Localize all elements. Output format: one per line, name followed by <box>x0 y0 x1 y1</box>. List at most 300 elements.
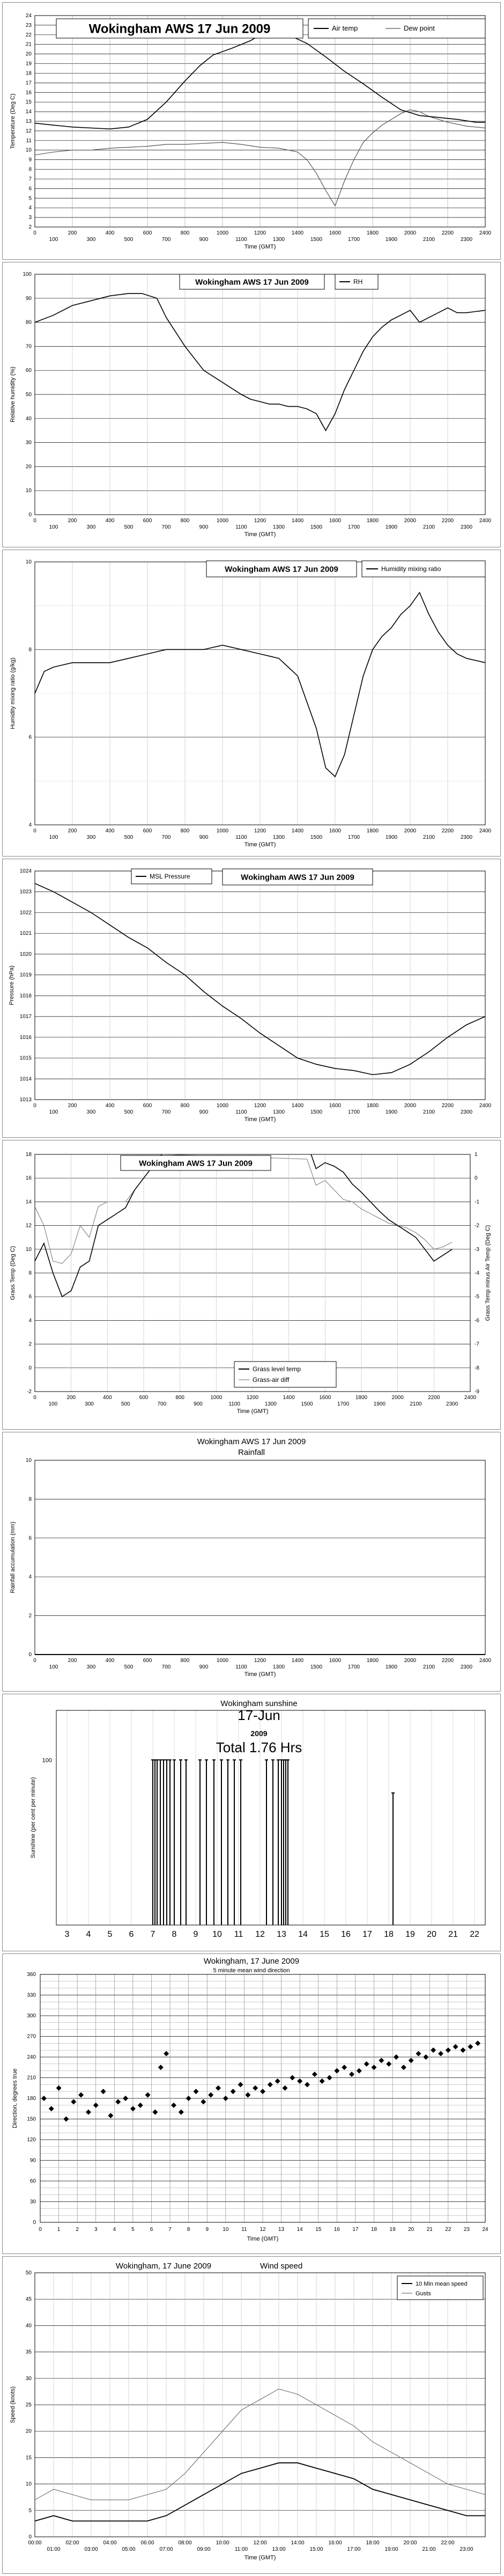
x-tick-label-top: 12:00 <box>253 2540 267 2546</box>
wind-direction-point <box>186 2096 191 2101</box>
chart-subtitle: Wind speed <box>260 2262 303 2271</box>
x-tick-label: 8 <box>187 2227 190 2233</box>
wind-direction-point <box>171 2103 176 2108</box>
x-tick-label-bottom: 700 <box>161 1109 171 1115</box>
y-tick-label: 16 <box>25 1175 32 1182</box>
x-axis-label: Time (GMT) <box>244 244 276 250</box>
x-tick-label: 3 <box>64 1930 70 1939</box>
y-tick-label: 60 <box>25 368 32 374</box>
x-tick-label-bottom: 900 <box>194 1401 203 1407</box>
y2-tick-label: -2 <box>475 1223 479 1229</box>
x-tick-label-top: 1600 <box>319 1395 331 1401</box>
wind-direction-point <box>342 2065 347 2070</box>
x-tick-label-top: 2400 <box>479 1103 492 1109</box>
y-tick-label: 1020 <box>19 951 32 957</box>
x-tick-label-top: 2200 <box>441 1103 454 1109</box>
y-tick-label: 240 <box>27 2054 36 2060</box>
x-tick-label: 21 <box>426 2227 433 2233</box>
x-tick-label-bottom: 21:00 <box>422 2546 436 2552</box>
y-tick-label: 0 <box>28 512 32 518</box>
wind-direction-point <box>101 2089 106 2094</box>
air-dew-svg <box>3 3 500 259</box>
x-tick-label-bottom: 1900 <box>385 1664 398 1670</box>
legend-label-pressure: MSL Pressure <box>150 873 190 880</box>
y-tick-label: 20 <box>25 2428 32 2435</box>
total-label: Total 1.76 Hrs <box>216 1739 302 1755</box>
y-tick-label: 1022 <box>19 910 32 916</box>
y-tick-label: 360 <box>27 1972 36 1978</box>
rh-svg <box>3 262 500 547</box>
x-tick-label-top: 200 <box>68 230 77 236</box>
y-tick-label: 11 <box>26 137 32 144</box>
y-tick-label: 40 <box>25 2323 32 2329</box>
y-tick-label: 100 <box>42 1757 52 1764</box>
wind-direction-point <box>86 2110 91 2115</box>
x-tick-label-top: 400 <box>105 230 115 236</box>
x-tick-label-bottom: 2300 <box>460 835 473 840</box>
x-tick-label-bottom: 1700 <box>337 1401 350 1407</box>
x-tick-label-bottom: 1900 <box>385 524 398 530</box>
y-tick-label: 180 <box>27 2096 36 2102</box>
x-tick-label: 14 <box>297 2227 303 2233</box>
chart-title: Wokingham, 17 June 2009 <box>203 1957 300 1966</box>
x-tick-label-top: 1800 <box>366 828 379 834</box>
y-tick-label: 4 <box>28 1318 32 1324</box>
x-tick-label-bottom: 2300 <box>460 1664 473 1670</box>
x-tick-label: 17 <box>362 1930 372 1939</box>
y-tick-label: 2 <box>28 1613 32 1619</box>
x-tick-label: 9 <box>193 1930 198 1939</box>
x-tick-label-top: 2000 <box>391 1395 404 1401</box>
wind-direction-point <box>475 2040 480 2046</box>
wind-direction-point <box>238 2082 243 2087</box>
x-tick-label: 22 <box>470 1930 479 1939</box>
x-tick-label-top: 600 <box>143 828 152 834</box>
y-tick-label: 80 <box>25 319 32 326</box>
x-tick-label-bottom: 1700 <box>347 1109 360 1115</box>
y2-tick-label: -4 <box>475 1270 479 1276</box>
wind-direction-point <box>379 2058 384 2063</box>
x-tick-label-top: 2200 <box>441 828 454 834</box>
y-axis-label: Sunshine (per cent per minute) <box>30 1777 36 1858</box>
x-tick-label-top: 1200 <box>254 828 266 834</box>
x-tick-label-top: 800 <box>180 1103 190 1109</box>
x-axis-label: Time (GMT) <box>244 531 276 538</box>
chart-title: Wokingham AWS 17 Jun 2009 <box>197 1437 306 1446</box>
x-tick-label: 0 <box>39 2227 42 2233</box>
y2-tick-label: -5 <box>475 1294 479 1300</box>
wind-direction-point <box>438 2051 443 2057</box>
x-tick-label-top: 1000 <box>216 518 229 524</box>
x-tick-label-top: 2200 <box>441 230 454 236</box>
x-tick-label-top: 1000 <box>216 230 229 236</box>
x-tick-label-bottom: 11:00 <box>234 2546 248 2552</box>
x-tick-label-top: 1800 <box>355 1395 368 1401</box>
rainfall-svg <box>3 1432 500 1691</box>
x-tick-label-bottom: 15:00 <box>309 2546 323 2552</box>
y2-tick-label: -3 <box>475 1246 479 1253</box>
y-tick-label: 18 <box>25 70 32 77</box>
y-axis-label: Humidity mixing ratio (g/kg) <box>10 657 16 729</box>
x-tick-label: 19 <box>389 2227 396 2233</box>
y-tick-label: 22 <box>25 32 32 38</box>
x-tick-label: 11 <box>241 2227 247 2233</box>
wind-direction-point <box>386 2061 391 2067</box>
wind-direction-point <box>223 2096 228 2101</box>
x-tick-label-top: 2000 <box>404 518 417 524</box>
x-axis-label: Time (GMT) <box>244 1116 276 1123</box>
x-tick-label-bottom: 300 <box>86 1109 96 1115</box>
y-tick-label: 3 <box>28 215 32 221</box>
wind-direction-point <box>305 2082 310 2087</box>
x-tick-label-bottom: 1100 <box>228 1401 240 1407</box>
wind-direction-point <box>138 2103 143 2108</box>
legend-label-air: Air temp <box>332 24 358 32</box>
wind-direction-point <box>409 2058 414 2063</box>
x-tick-label-top: 08:00 <box>178 2540 192 2546</box>
x-tick-label-top: 2200 <box>428 1395 440 1401</box>
x-tick-label-top: 18:00 <box>366 2540 380 2546</box>
x-tick-label-bottom: 01:00 <box>47 2546 61 2552</box>
y-tick-label: 50 <box>25 392 32 398</box>
y-axis-label: Speed (knots) <box>10 2386 16 2424</box>
x-tick-label-bottom: 2100 <box>423 237 435 243</box>
wind-direction-point <box>201 2099 206 2104</box>
legend-label-dew: Dew point <box>404 24 435 32</box>
x-tick-label-top: 1200 <box>254 518 266 524</box>
x-tick-label: 12 <box>260 2227 266 2233</box>
grass-temp-svg <box>3 1140 500 1429</box>
x-tick-label-bottom: 1900 <box>385 1109 398 1115</box>
wind-direction-point <box>253 2085 258 2091</box>
y-tick-label: 20 <box>25 51 32 57</box>
y-tick-label: 120 <box>27 2137 36 2143</box>
x-tick-label: 7 <box>168 2227 172 2233</box>
x-tick-label-bottom: 700 <box>157 1401 167 1407</box>
x-tick-label: 10 <box>212 1930 222 1939</box>
x-tick-label-top: 600 <box>143 518 152 524</box>
y-tick-label: 330 <box>27 1992 36 1999</box>
x-tick-label-bottom: 1300 <box>272 1109 285 1115</box>
y-tick-label: 6 <box>28 1294 32 1300</box>
x-tick-label-bottom: 1100 <box>235 1109 247 1115</box>
x-axis-label: Time (GMT) <box>247 2236 279 2242</box>
y-tick-label: 1024 <box>19 868 32 874</box>
x-tick-label-bottom: 100 <box>49 835 58 840</box>
x-tick-label-top: 800 <box>180 230 190 236</box>
x-tick-label-bottom: 1900 <box>385 835 398 840</box>
y-tick-label: 50 <box>25 2270 32 2276</box>
chart-title: Wokingham AWS 17 Jun 2009 <box>88 21 271 36</box>
x-tick-label-top: 10:00 <box>216 2540 229 2546</box>
x-tick-label-top: 0 <box>33 230 36 236</box>
y-tick-label: 8 <box>28 1496 32 1503</box>
wind-speed-svg <box>3 2257 500 2573</box>
wind-direction-point <box>260 2089 265 2094</box>
x-tick-label-top: 2000 <box>404 1658 417 1664</box>
x-tick-label-top: 2400 <box>479 230 492 236</box>
x-tick-label-bottom: 300 <box>86 524 96 530</box>
wind-direction-point <box>216 2085 221 2091</box>
x-tick-label-top: 2200 <box>441 518 454 524</box>
y-tick-label: 18 <box>25 1152 32 1158</box>
x-tick-label-bottom: 2300 <box>446 1401 458 1407</box>
x-tick-label-bottom: 700 <box>161 524 171 530</box>
x-tick-label-bottom: 1100 <box>235 524 247 530</box>
y-tick-label: 35 <box>25 2349 32 2355</box>
y-tick-label: 20 <box>25 464 32 470</box>
x-tick-label-bottom: 2100 <box>423 524 435 530</box>
x-tick-label-top: 1000 <box>216 828 229 834</box>
x-tick-label-bottom: 1700 <box>347 237 360 243</box>
x-tick-label-bottom: 1500 <box>301 1401 313 1407</box>
wind-direction-point <box>56 2085 62 2091</box>
mixing-ratio-svg <box>3 550 500 856</box>
x-tick-label-top: 1600 <box>329 230 342 236</box>
x-tick-label: 5 <box>107 1930 113 1939</box>
y-tick-label: 1014 <box>19 1076 32 1082</box>
y-tick-label: 6 <box>28 186 32 192</box>
x-tick-label-bottom: 07:00 <box>159 2546 173 2552</box>
x-tick-label-bottom: 2100 <box>423 1109 435 1115</box>
x-tick-label: 6 <box>129 1930 134 1939</box>
x-tick-label-top: 600 <box>143 1103 152 1109</box>
y2-tick-label: -7 <box>475 1341 479 1348</box>
x-tick-label-bottom: 2100 <box>423 1664 435 1670</box>
wind-direction-point <box>453 2044 458 2050</box>
x-tick-label-bottom: 500 <box>124 524 134 530</box>
y-tick-label: 300 <box>27 2013 36 2019</box>
legend-label-mean: 10 Min mean speed <box>416 2281 468 2287</box>
x-tick-label: 11 <box>234 1930 243 1939</box>
x-tick-label-top: 1800 <box>366 1103 379 1109</box>
x-tick-label-top: 1800 <box>366 518 379 524</box>
x-tick-label-top: 14:00 <box>291 2540 305 2546</box>
x-tick-label-top: 1200 <box>254 1103 266 1109</box>
x-tick-label: 17 <box>352 2227 359 2233</box>
y-tick-label: 0 <box>28 1652 32 1658</box>
wind-direction-point <box>401 2065 406 2070</box>
wind-direction-point <box>446 2047 451 2053</box>
wind-direction-point <box>468 2044 473 2050</box>
wind-direction-point <box>115 2099 121 2104</box>
x-tick-label-bottom: 1700 <box>347 1664 360 1670</box>
air-dew-chart <box>2 2 501 260</box>
x-tick-label-top: 400 <box>105 1103 115 1109</box>
y-tick-label: 1019 <box>19 972 32 978</box>
y-tick-label: 15 <box>25 99 32 106</box>
x-tick-label-top: 1000 <box>216 1658 229 1664</box>
x-tick-label: 1 <box>57 2227 61 2233</box>
x-tick-label-bottom: 100 <box>49 1109 58 1115</box>
rainfall-chart <box>2 1432 501 1692</box>
x-tick-label-bottom: 1700 <box>347 835 360 840</box>
x-tick-label-top: 1800 <box>366 230 379 236</box>
x-tick-label-bottom: 23:00 <box>459 2546 473 2552</box>
legend-label-grass: Grass level temp <box>253 1365 301 1373</box>
chart-title: Wokingham AWS 17 Jun 2009 <box>139 1159 253 1168</box>
y-tick-label: 5 <box>28 2507 32 2514</box>
y-tick-label: 0 <box>28 2534 32 2540</box>
x-tick-label-bottom: 500 <box>124 1664 134 1670</box>
y-tick-label: 24 <box>25 13 32 19</box>
y-axis-label: Grass Temp (Deg C) <box>10 1246 16 1300</box>
x-tick-label-bottom: 100 <box>48 1401 58 1407</box>
wind-direction-point <box>179 2110 184 2115</box>
y-tick-label: 1018 <box>19 993 32 999</box>
wind-direction-point <box>93 2103 99 2108</box>
y-tick-label: 7 <box>28 176 32 182</box>
wind-direction-point <box>290 2075 295 2081</box>
x-tick-label-top: 600 <box>139 1395 149 1401</box>
wind-direction-point <box>327 2075 332 2081</box>
x-tick-label-bottom: 09:00 <box>197 2546 211 2552</box>
y-tick-label: 4 <box>28 822 32 828</box>
x-tick-label-bottom: 1500 <box>310 524 323 530</box>
x-tick-label-bottom: 05:00 <box>122 2546 136 2552</box>
grass-temp-chart <box>2 1140 501 1430</box>
wind-direction-point <box>334 2068 339 2074</box>
x-tick-label-bottom: 03:00 <box>84 2546 98 2552</box>
x-tick-label-bottom: 900 <box>199 1109 209 1115</box>
x-tick-label-top: 1400 <box>283 1395 295 1401</box>
wind-direction-point <box>312 2072 317 2077</box>
y-tick-label: 1015 <box>19 1055 32 1062</box>
y-tick-label: 40 <box>25 415 32 422</box>
x-tick-label: 24 <box>482 2227 488 2233</box>
y-tick-label: 14 <box>25 1199 32 1205</box>
wind-direction-point <box>71 2099 76 2104</box>
x-tick-label: 6 <box>150 2227 153 2233</box>
x-tick-label-top: 200 <box>68 518 77 524</box>
x-tick-label: 12 <box>255 1930 265 1939</box>
wind-direction-point <box>108 2113 113 2118</box>
y2-tick-label: 0 <box>475 1175 478 1182</box>
x-tick-label-top: 1600 <box>329 518 342 524</box>
y-tick-label: 0 <box>28 1365 32 1371</box>
y-tick-label: 10 <box>25 1458 32 1463</box>
x-tick-label-top: 200 <box>66 1395 76 1401</box>
wind-direction-point <box>130 2106 136 2111</box>
x-tick-label-bottom: 100 <box>49 237 58 243</box>
sunshine-chart <box>2 1694 501 1951</box>
chart-title: Wokingham, 17 June 2009 <box>115 2262 212 2271</box>
wind-direction-svg <box>3 1954 500 2253</box>
x-tick-label-top: 2000 <box>404 1103 417 1109</box>
x-tick-label: 2 <box>76 2227 79 2233</box>
x-tick-label-top: 0 <box>33 1395 36 1401</box>
legend-box <box>397 2276 483 2300</box>
y-tick-label: 0 <box>33 2220 36 2226</box>
y-tick-label: 2 <box>28 1341 32 1348</box>
legend-label-mixing: Humidity mixing ratio <box>381 565 441 573</box>
wind-direction-point <box>416 2051 421 2057</box>
y-tick-label: 10 <box>25 1246 32 1253</box>
x-tick-label-bottom: 900 <box>199 835 209 840</box>
x-axis-label: Time (GMT) <box>244 1671 276 1678</box>
x-tick-label-bottom: 700 <box>161 835 171 840</box>
x-tick-label-bottom: 17:00 <box>347 2546 361 2552</box>
y-tick-label: 8 <box>28 166 32 173</box>
x-tick-label-bottom: 1100 <box>235 1664 247 1670</box>
y-axis-label: Relative humidity (%) <box>10 367 16 422</box>
y-tick-label: 8 <box>28 1270 32 1276</box>
x-tick-label-top: 800 <box>180 518 190 524</box>
wind-direction-point <box>268 2082 273 2087</box>
wind-direction-chart <box>2 1953 501 2254</box>
x-tick-label-top: 400 <box>105 518 115 524</box>
y-tick-label: 14 <box>25 109 32 115</box>
x-tick-label: 8 <box>172 1930 177 1939</box>
x-tick-label-top: 00:00 <box>28 2540 42 2546</box>
x-tick-label: 16 <box>341 1930 351 1939</box>
mixing-ratio-chart <box>2 550 501 857</box>
x-tick-label-top: 800 <box>175 1395 185 1401</box>
x-tick-label-top: 1400 <box>291 1658 304 1664</box>
sunshine-svg <box>3 1694 500 1951</box>
x-tick-label: 16 <box>333 2227 340 2233</box>
chart-title: Wokingham AWS 17 Jun 2009 <box>195 277 309 287</box>
x-tick-label-bottom: 900 <box>199 1664 209 1670</box>
y-tick-label: 90 <box>25 295 32 302</box>
x-tick-label-bottom: 500 <box>121 1401 130 1407</box>
x-tick-label-bottom: 1500 <box>310 1109 323 1115</box>
x-tick-label-top: 2400 <box>479 1658 492 1664</box>
wind-direction-point <box>158 2065 164 2070</box>
x-tick-label: 13 <box>277 1930 286 1939</box>
x-tick-label-top: 2000 <box>404 230 417 236</box>
x-tick-label-bottom: 100 <box>49 1664 58 1670</box>
x-tick-label-top: 0 <box>33 518 36 524</box>
x-tick-label-top: 1400 <box>291 230 304 236</box>
x-tick-label-top: 200 <box>68 828 77 834</box>
y-axis-label: Temperature (Deg C) <box>10 93 16 149</box>
wind-direction-point <box>194 2089 199 2094</box>
y-tick-label: 13 <box>25 119 32 125</box>
chart-title: Wokingham AWS 17 Jun 2009 <box>225 565 338 574</box>
x-tick-label-top: 1600 <box>329 1103 342 1109</box>
pressure-svg <box>3 859 500 1137</box>
wind-direction-point <box>364 2061 369 2067</box>
y-tick-label: 17 <box>25 80 32 86</box>
chart-title: Wokingham AWS 17 Jun 2009 <box>241 873 354 882</box>
legend-label-gusts: Gusts <box>416 2290 431 2297</box>
x-tick-label-top: 1200 <box>246 1395 259 1401</box>
x-tick-label-top: 400 <box>105 828 115 834</box>
x-tick-label: 15 <box>315 2227 322 2233</box>
y-tick-label: 1023 <box>19 889 32 895</box>
x-tick-label: 10 <box>223 2227 229 2233</box>
x-tick-label-top: 2400 <box>479 518 492 524</box>
x-tick-label-top: 0 <box>33 828 36 834</box>
y-tick-label: 1017 <box>19 1014 32 1020</box>
y-tick-label: 30 <box>25 2375 32 2382</box>
y-tick-label: 150 <box>27 2116 36 2123</box>
x-tick-label: 9 <box>205 2227 209 2233</box>
x-tick-label-bottom: 500 <box>124 835 134 840</box>
x-tick-label-bottom: 900 <box>199 524 209 530</box>
x-axis-label: Time (GMT) <box>244 2555 276 2561</box>
wind-direction-point <box>394 2054 399 2060</box>
y-tick-label: 1016 <box>19 1034 32 1041</box>
x-tick-label-top: 800 <box>180 1658 190 1664</box>
x-tick-label-bottom: 1500 <box>310 237 323 243</box>
x-tick-label: 13 <box>278 2227 285 2233</box>
y-tick-label: 25 <box>25 2402 32 2408</box>
x-tick-label-top: 400 <box>105 1658 115 1664</box>
x-tick-label-bottom: 2300 <box>460 1109 473 1115</box>
wind-direction-point <box>78 2092 84 2098</box>
